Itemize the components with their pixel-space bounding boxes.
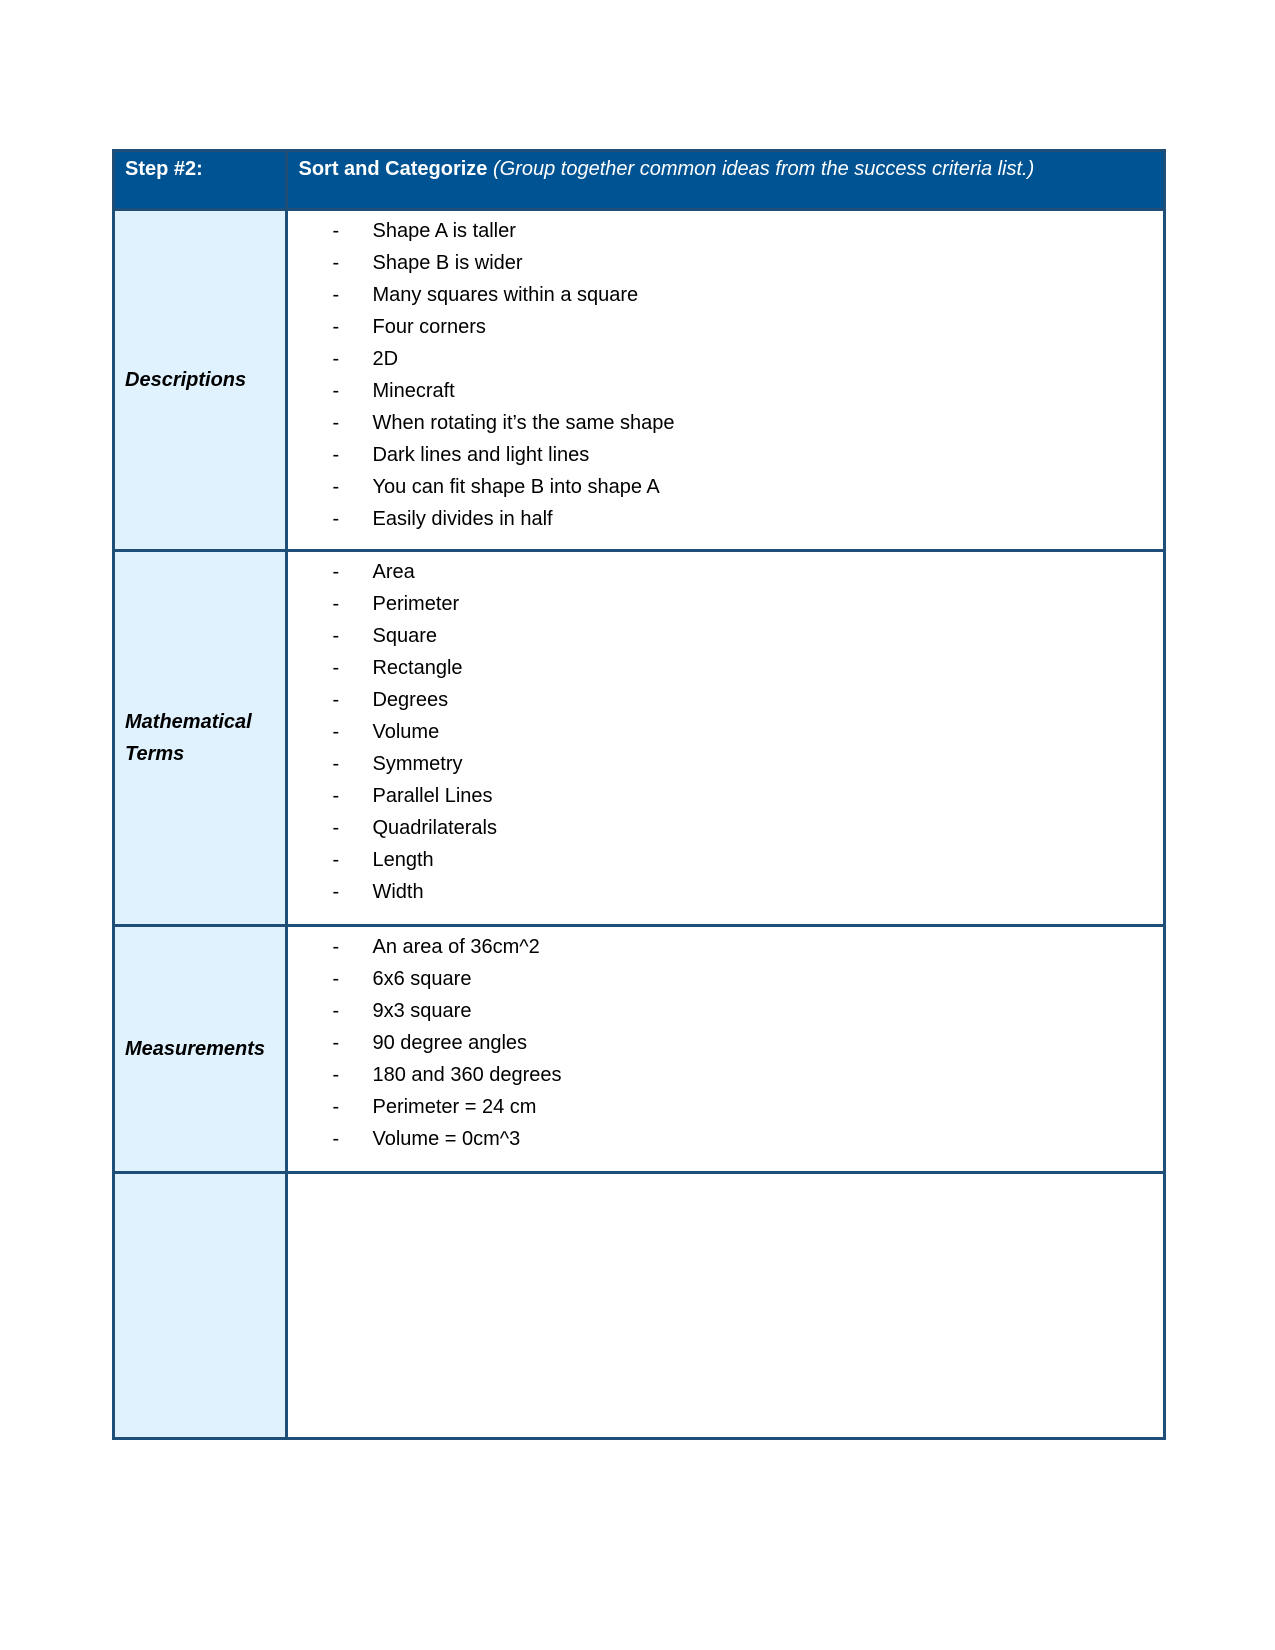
bullet-dash: - [332,817,340,839]
sort-categorize-table [112,149,1166,1440]
step-label: Step #2: [125,158,203,180]
category-items-cell [287,1173,1165,1439]
bullet-dash: - [332,412,340,434]
list-item-text: Symmetry [372,753,463,775]
list-item-text: Perimeter = 24 cm [372,1096,537,1118]
list-item [288,375,1163,407]
bullet-dash: - [332,593,340,615]
list-item-text: Quadrilaterals [372,817,497,839]
bullet-dash: - [332,753,340,775]
list-item-text: Width [372,881,424,903]
row-empty [114,1173,1165,1439]
bullet-dash: - [332,881,340,903]
bullet-dash: - [332,561,340,583]
row-measurements [114,926,1165,1173]
list-item-text: Rectangle [372,657,463,679]
list-item [288,471,1163,503]
list-item-text: Length [372,849,434,871]
bullet-dash: - [332,476,340,498]
bullet-dash: - [332,220,340,242]
list-item [288,812,1163,844]
section-title: Sort and Categorize [298,158,488,180]
bullet-dash: - [332,968,340,990]
section-subtitle: (Group together common ideas from the success criteria list.) [492,158,1035,180]
list-item-text: Area [372,561,415,583]
list-item-text: Shape B is wider [372,252,523,274]
list-item [288,503,1163,535]
bullet-dash: - [332,1096,340,1118]
list-item [288,1059,1163,1091]
list-item [288,343,1163,375]
item-list [288,927,1163,1155]
row-mathematical-terms [114,551,1165,926]
list-item [288,279,1163,311]
list-item [288,684,1163,716]
list-item [288,1123,1163,1155]
list-item-text: 9x3 square [372,1000,472,1022]
list-item-text: Square [372,625,437,647]
bullet-dash: - [332,444,340,466]
bullet-dash: - [332,316,340,338]
list-item-text: Four corners [372,316,486,338]
list-item-text: You can fit shape B into shape A [372,476,660,498]
list-item-text: When rotating it’s the same shape [372,412,675,434]
bullet-dash: - [332,936,340,958]
category-label: Measurements [114,926,287,1173]
category-label [114,1173,287,1439]
list-item [288,931,1163,963]
bullet-dash: - [332,849,340,871]
bullet-dash: - [332,657,340,679]
item-list [288,211,1163,535]
list-item-text: 90 degree angles [372,1032,528,1054]
bullet-dash: - [332,1000,340,1022]
list-item-text: Shape A is taller [372,220,516,242]
bullet-dash: - [332,508,340,530]
category-items-cell [287,210,1165,551]
bullet-dash: - [332,348,340,370]
bullet-dash: - [332,1064,340,1086]
header-row [114,151,1165,210]
category-label [114,551,287,926]
bullet-dash: - [332,380,340,402]
list-item-text: Minecraft [372,380,455,402]
list-item [288,780,1163,812]
list-item [288,716,1163,748]
list-item [288,311,1163,343]
bullet-dash: - [332,785,340,807]
step-cell [114,151,287,210]
category-items-cell [287,551,1165,926]
list-item [288,215,1163,247]
list-item-text: Easily divides in half [372,508,553,530]
item-list [288,552,1163,908]
list-item-text: Volume [372,721,440,743]
list-item-text: 2D [372,348,399,370]
list-item [288,588,1163,620]
list-item [288,1091,1163,1123]
bullet-dash: - [332,1032,340,1054]
list-item-text: Perimeter [372,593,460,615]
list-item [288,844,1163,876]
bullet-dash: - [332,721,340,743]
list-item-text: Parallel Lines [372,785,493,807]
bullet-dash: - [332,284,340,306]
list-item-text: Dark lines and light lines [372,444,590,466]
list-item-text: 180 and 360 degrees [372,1064,562,1086]
list-item [288,652,1163,684]
item-list [288,1174,1163,1178]
list-item [288,963,1163,995]
list-item [288,407,1163,439]
list-item-text: Degrees [372,689,449,711]
list-item-text: 6x6 square [372,968,472,990]
list-item [288,748,1163,780]
list-item [288,439,1163,471]
list-item-text: Volume = 0cm^3 [372,1128,521,1150]
list-item [288,620,1163,652]
list-item [288,556,1163,588]
list-item-text: An area of 36cm^2 [372,936,540,958]
category-items-cell [287,926,1165,1173]
list-item-text: Many squares within a square [372,284,639,306]
category-label-text: Mathematical Terms [125,711,252,765]
list-item [288,876,1163,908]
bullet-dash: - [332,625,340,647]
list-item [288,1027,1163,1059]
list-item [288,247,1163,279]
row-descriptions [114,210,1165,551]
bullet-dash: - [332,1128,340,1150]
bullet-dash: - [332,252,340,274]
title-cell [287,151,1165,210]
bullet-dash: - [332,689,340,711]
category-label: Descriptions [114,210,287,551]
list-item [288,995,1163,1027]
